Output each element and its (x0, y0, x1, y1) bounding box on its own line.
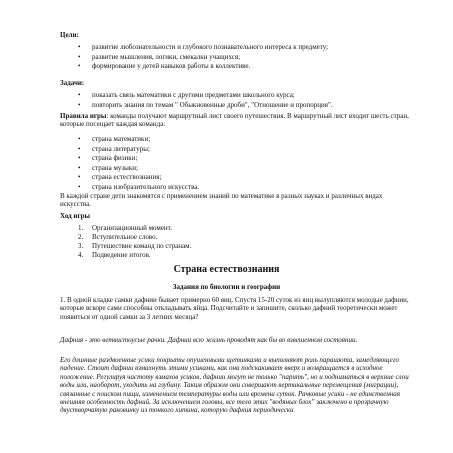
list-item: • страна физики; (78, 154, 199, 164)
list-item: 1. Организационный момент. (78, 224, 172, 232)
goals-heading: Цели: (60, 31, 79, 39)
list-item: 3. Путешествие команд по странам. (78, 242, 192, 250)
list-item: • страна математики; (78, 135, 199, 145)
list-item: • формирование у детей навыков работы в коллективе. (78, 62, 328, 72)
task-1-paragraph: 1. В одной кладке самки дафнии бывает примерно 60 яиц. Спустя 15-20 суток из яиц вылупляются молодые дафнии, которые вскоре сами способны откладывать яйца. Подсчитайте и запишите, сколько дафний теоретически может появиться от одной самки за 3 летних месяца? (60, 296, 409, 321)
countries-list (78, 135, 199, 192)
list-item: • показать связь математики с другими предметами школьного курса; (78, 91, 333, 101)
game-flow-heading: Ход игры (60, 212, 90, 220)
daphnia-intro-paragraph: Дафния - это ветвистоусые рачки. Дафнии всю жизнь проводят как бы во взвешенном состоянии. (60, 336, 358, 344)
list-item: • страна изобразительного искусства. (78, 183, 199, 193)
list-item: • страна литературы; (78, 145, 199, 155)
goals-list (78, 43, 328, 72)
list-item: • повторить знания по темам " Обыкновенные дроби", "Отношение и пропорция". (78, 101, 333, 111)
rules-text: : команды получают маршрутный лист своего путешествия. В маршрутный лист входит шесть стран, которые посещает каждая команда: (60, 112, 409, 129)
list-item: • развитие мышления, логики, смекалки учащихся; (78, 53, 328, 63)
list-item: • страна естествознания; (78, 173, 199, 183)
rules-label: Правила игры (60, 112, 107, 120)
list-item: • развитие любознательности и глубокого познавательного интереса к предмету; (78, 43, 328, 53)
list-item: • страна музыки; (78, 164, 199, 174)
rules-paragraph (60, 112, 412, 129)
tasks-heading: Задачи: (60, 79, 85, 87)
daphnia-body-paragraph: Его длинные раздвоенные усики покрыты опушенными щетинками и выполняют роль парашюта, замедляющего падение. Стоит дафнии взмахнуть этими усиками, как она подскакивает вверх и возвращается в исходное положение. Регулируя частоту взмахов усиков, дафнии могут не только "парить", но и подниматься в верхние слои воды или, наоборот, уходить на глубину. Таким образом они совершают вертикальные перемещения (миграции), связанные с поиском пищи, изменением температуры воды или времени суток. Рачковые усики - не единственная внешняя особенность дафний. За исключением головы, все тело этих "водяных блох" заключено в прозрачную двустворчатую раковинку из тонкого хитина, которую дафния периодически (60, 356, 409, 415)
list-item: 2. Вступительное слово. (78, 233, 158, 241)
list-item: 4. Подведение итогов. (78, 251, 151, 259)
section-title: Страна естествознания (173, 264, 280, 275)
tasks-list (78, 91, 333, 110)
game-flow-list (78, 224, 191, 260)
section-subtitle: Задания по биологии и географии (172, 283, 281, 291)
intro-paragraph: В каждой стране дети знакомятся с применением знаний по математике в разных науках и различных видах искусства. (60, 192, 383, 209)
